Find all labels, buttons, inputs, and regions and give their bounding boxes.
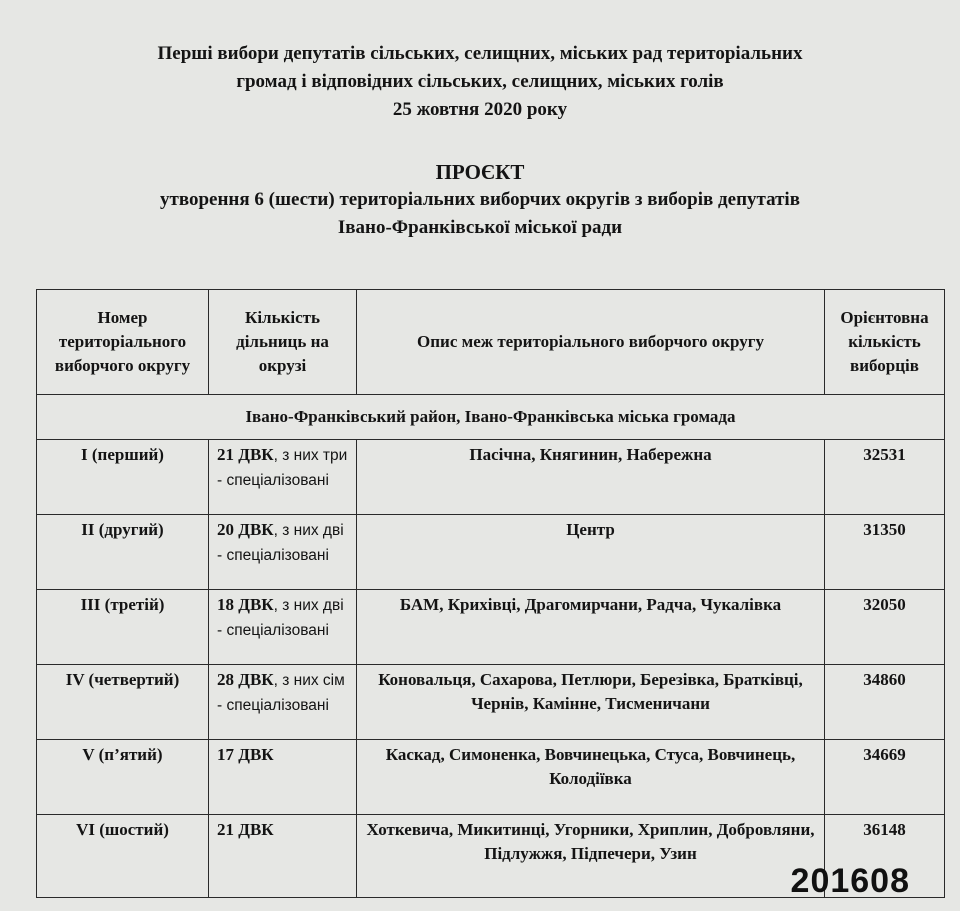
district-description: Хоткевича, Микитинці, Угорники, Хриплин, Добровляни, Підлужжя, Підпечери, Узин xyxy=(357,815,825,898)
table-row xyxy=(37,665,945,740)
election-title xyxy=(0,40,960,124)
district-description: БАМ, Крихівці, Драгомирчани, Радча, Чукалівка xyxy=(357,590,825,665)
table-row xyxy=(37,590,945,665)
district-number: III (третій) xyxy=(37,590,209,665)
region-row xyxy=(37,395,945,440)
precinct-count xyxy=(209,440,357,515)
precinct-count-value: 17 ДВК xyxy=(217,745,274,764)
precinct-count-value: 28 ДВК xyxy=(217,670,274,689)
district-number: II (другий) xyxy=(37,515,209,590)
precinct-count-note: , з них три - спеціалізовані xyxy=(217,447,348,489)
precinct-count-note: , з них сім - спеціалізовані xyxy=(217,672,345,714)
precinct-count-value: 18 ДВК xyxy=(217,595,274,614)
voter-count: 36148 xyxy=(825,815,945,898)
district-number: I (перший) xyxy=(37,440,209,515)
project-subtitle-line: Івано-Франківської міської ради xyxy=(337,217,623,238)
column-header-count: Кількість дільниць на окрузі xyxy=(209,290,357,395)
document-id-stamp: 201608 xyxy=(790,862,910,900)
district-number: VI (шостий) xyxy=(37,815,209,898)
district-description: Каскад, Симоненка, Вовчинецька, Стуса, Вовчинець, Колодіївка xyxy=(357,740,825,815)
precinct-count xyxy=(209,740,357,815)
districts-table xyxy=(36,289,945,898)
district-description: Коновальця, Сахарова, Петлюри, Березівка, Братківці, Чернів, Камінне, Тисменичани xyxy=(357,665,825,740)
region-label: Івано-Франківський район, Івано-Франківська міська громада xyxy=(37,395,945,440)
district-number: V (п’ятий) xyxy=(37,740,209,815)
voter-count: 34860 xyxy=(825,665,945,740)
district-number: IV (четвертий) xyxy=(37,665,209,740)
district-description: Пасічна, Княгинин, Набережна xyxy=(357,440,825,515)
project-title: ПРОЄКТ xyxy=(435,160,525,184)
table-row xyxy=(37,515,945,590)
table-row xyxy=(37,740,945,815)
precinct-count-value: 20 ДВК xyxy=(217,520,274,539)
election-title-line: громад і відповідних сільських, селищних, міських голів xyxy=(236,71,724,92)
project-subtitle-line: утворення 6 (шести) територіальних виборчих округів з виборів депутатів xyxy=(160,189,800,210)
project-heading xyxy=(0,158,960,242)
precinct-count-value: 21 ДВК xyxy=(217,820,274,839)
precinct-count xyxy=(209,590,357,665)
election-date: 25 жовтня 2020 року xyxy=(392,99,568,120)
precinct-count-value: 21 ДВК xyxy=(217,445,274,464)
precinct-count xyxy=(209,515,357,590)
column-header-number: Номер територіального виборчого округу xyxy=(37,290,209,395)
voter-count: 34669 xyxy=(825,740,945,815)
precinct-count xyxy=(209,665,357,740)
election-title-line: Перші вибори депутатів сільських, селищних, міських рад територіальних xyxy=(157,43,803,64)
precinct-count xyxy=(209,815,357,898)
precinct-count-note: , з них дві - спеціалізовані xyxy=(217,522,344,564)
table-header-row xyxy=(37,290,945,395)
precinct-count-note: , з них дві - спеціалізовані xyxy=(217,597,344,639)
voter-count: 32050 xyxy=(825,590,945,665)
column-header-description: Опис меж територіального виборчого округу xyxy=(357,290,825,395)
district-description: Центр xyxy=(357,515,825,590)
table-row xyxy=(37,440,945,515)
voter-count: 31350 xyxy=(825,515,945,590)
voter-count: 32531 xyxy=(825,440,945,515)
column-header-voters: Орієнтовна кількість виборців xyxy=(825,290,945,395)
